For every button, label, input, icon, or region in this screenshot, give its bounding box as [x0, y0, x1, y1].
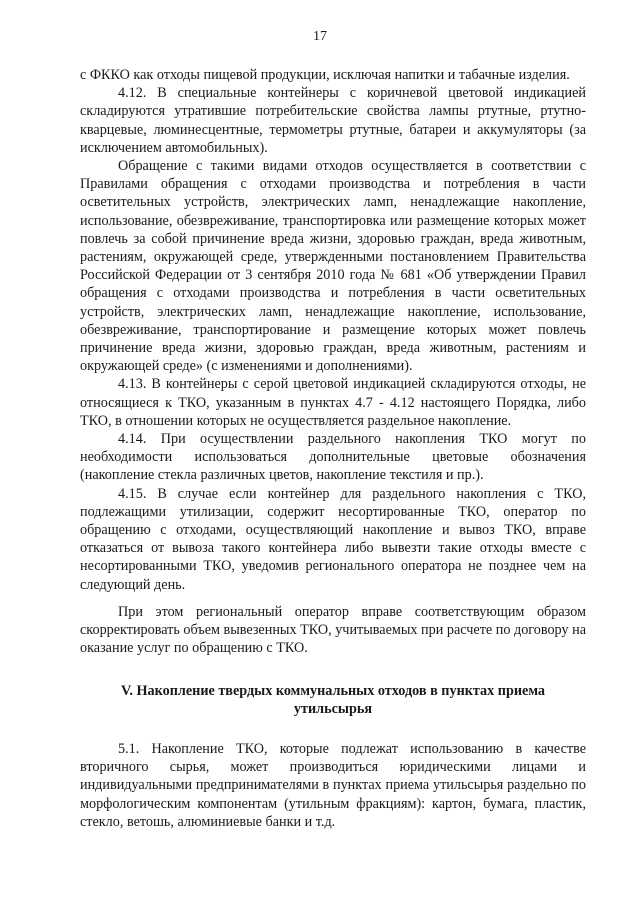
page-number: 17	[313, 29, 327, 44]
section-heading: V. Накопление твердых коммунальных отходов в пунктах приема утильсырья	[121, 682, 545, 717]
paragraph-waste-handling: Обращение с такими видами отходов осуществляется в соответствии с Правилами обращения с отходами производства и потребления в части осветительных устройств, электрических ламп, ненадлежащие накопление, использование, обезвреживание, транспортировка или размещение которых может повлечь за собой причинение вреда жизни, здоровью граждан, вреда животным, растениям, окружающей среде, утвержденными постановлением Правительства Российской Федерации от 3 сентября 2010 года № 681 «Об утверждении Правил обращения с отходами производства и потребления в части осветительных устройств, электрических ламп, ненадлежащие накопление, использование, обезвреживание, транспортирование и размещение которых может повлечь причинение вреда жизни, здоровью граждан, вреда животным, растениям и окружающей среде» (с изменениями и дополнениями).	[80, 158, 586, 375]
paragraph-continuation: с ФККО как отходы пищевой продукции, исключая напитки и табачные изделия.	[80, 67, 570, 83]
paragraph-4-15: 4.15. В случае если контейнер для раздельного накопления с ТКО, подлежащими утилизации, содержит несортированные ТКО, оператор по обращению с отходами, осуществляющий накопление и вывоз ТКО, вправе отказаться от вывоза такого контейнера либо вывезти такие отходы вместе с несортированными ТКО, уведомив регионального оператора не позднее чем на следующий день.	[80, 485, 586, 593]
paragraph-regional-operator: При этом региональный оператор вправе соответствующим образом скорректировать объем вывезенных ТКО, учитываемых при расчете по договору на оказание услуг по обращению с ТКО.	[80, 603, 586, 657]
paragraph-4-12: 4.12. В специальные контейнеры с коричневой цветовой индикацией складируются утратившие потребительские свойства лампы ртутные, ртутно-кварцевые, люминесцентные, термометры ртутные, батареи и аккумуляторы (за исключением автомобильных).	[80, 85, 586, 156]
paragraph-5-1: 5.1. Накопление ТКО, которые подлежат использованию в качестве вторичного сырья, может производиться юридическими лицами и индивидуальными предпринимателями в пунктах приема утильсырья раздельно по морфологическим компонентам (утильным фракциям): картон, бумага, пластик, стекло, ветошь, алюминиевые банки и т.д.	[80, 740, 586, 830]
paragraph-4-14: 4.14. При осуществлении раздельного накопления ТКО могут по необходимости использоваться дополнительные цветовые обозначения (накопление стекла различных цветов, накопление текстиля и пр.).	[80, 431, 586, 484]
document-body	[80, 66, 586, 831]
paragraph-4-13: 4.13. В контейнеры с серой цветовой индикацией складируются отходы, не относящиеся к ТКО, указанным в пунктах 4.7 - 4.12 настоящего Порядка, либо ТКО, в отношении которых не осуществляется раздельное накопление.	[80, 376, 586, 429]
